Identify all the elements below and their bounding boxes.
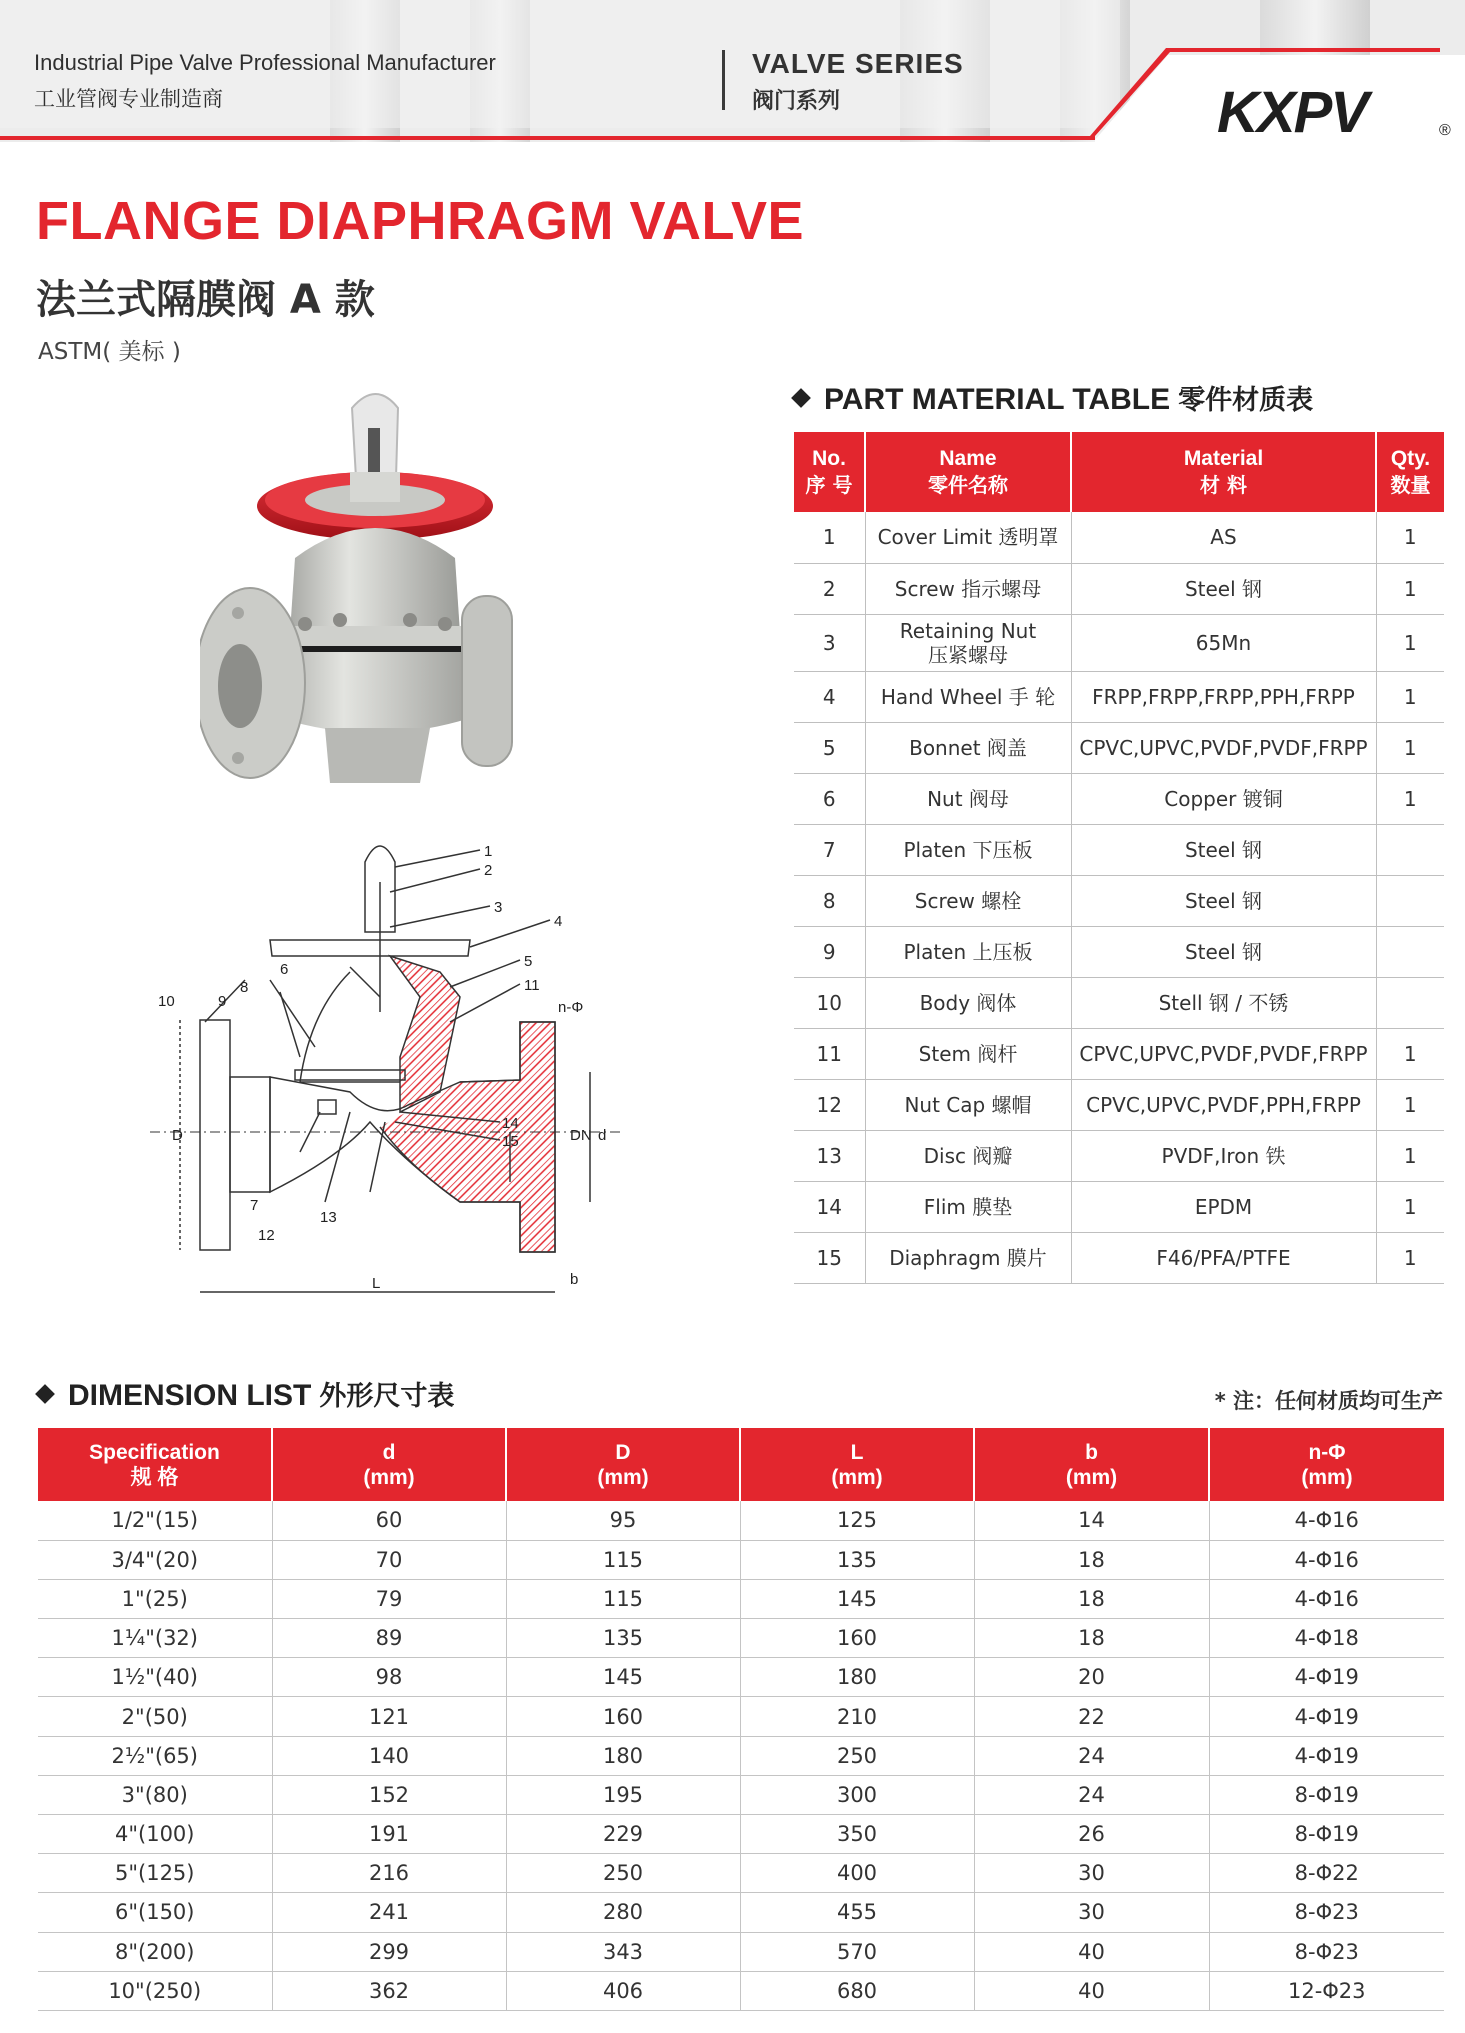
tagline-cn: 工业管阀专业制造商 <box>34 87 223 111</box>
dimension-d-cell: 121 <box>272 1697 506 1736</box>
part-material-cell: Steel 钢 <box>1071 563 1376 614</box>
dimension-D-cell: 195 <box>506 1775 740 1814</box>
page-subtitle-cn: 法兰式隔膜阀 A 款 <box>36 277 375 323</box>
table-row <box>794 824 1444 875</box>
dimension-d-cell: 140 <box>272 1736 506 1775</box>
dimension-L-cell: 160 <box>740 1619 974 1658</box>
part-no-cell: 5 <box>794 722 865 773</box>
dimension-d-cell: 362 <box>272 1971 506 2010</box>
dimension-n-phi-cell: 8-Φ22 <box>1209 1854 1444 1893</box>
part-table-heading <box>794 378 1313 417</box>
label-14: 14 <box>502 1115 519 1132</box>
dimension-b-cell: 40 <box>974 1971 1209 2010</box>
table-row <box>794 722 1444 773</box>
col-nphi-en: n-Φ <box>1308 1440 1346 1464</box>
dimension-n-phi-cell: 4-Φ18 <box>1209 1619 1444 1658</box>
part-no-cell: 6 <box>794 773 865 824</box>
part-no-cell: 2 <box>794 563 865 614</box>
part-material-table <box>794 432 1444 1284</box>
dimension-spec-cell: 3/4"(20) <box>38 1540 272 1579</box>
label-15: 15 <box>502 1133 519 1150</box>
dimension-D-cell: 343 <box>506 1932 740 1971</box>
dimension-d-cell: 241 <box>272 1893 506 1932</box>
dimension-spec-cell: 2"(50) <box>38 1697 272 1736</box>
dimension-L-cell: 135 <box>740 1540 974 1579</box>
label-d: d <box>598 1127 607 1144</box>
part-qty-cell: 1 <box>1376 1181 1444 1232</box>
dimension-n-phi-cell: 4-Φ16 <box>1209 1501 1444 1540</box>
col-qty-cn: 数量 <box>1390 473 1431 497</box>
dimension-d-cell: 60 <box>272 1501 506 1540</box>
part-name-cell: Hand Wheel 手 轮 <box>865 671 1071 722</box>
part-qty-cell <box>1376 824 1444 875</box>
part-table-header-row <box>794 432 1444 512</box>
dimension-spec-cell: 8"(200) <box>38 1932 272 1971</box>
col-header-spec <box>38 1428 272 1501</box>
dimension-L-cell: 125 <box>740 1501 974 1540</box>
dimension-n-phi-cell: 8-Φ23 <box>1209 1932 1444 1971</box>
dimension-d-cell: 79 <box>272 1579 506 1618</box>
part-qty-cell <box>1376 977 1444 1028</box>
table-row <box>794 875 1444 926</box>
dimension-L-cell: 400 <box>740 1854 974 1893</box>
dimension-D-cell: 229 <box>506 1815 740 1854</box>
part-name-cell: Platen 上压板 <box>865 926 1071 977</box>
col-spec-cn: 规 格 <box>130 1465 179 1489</box>
part-material-cell: Copper 镀铜 <box>1071 773 1376 824</box>
dimension-b-cell: 20 <box>974 1658 1209 1697</box>
part-qty-cell: 1 <box>1376 614 1444 671</box>
part-material-cell: FRPP,FRPP,FRPP,PPH,FRPP <box>1071 671 1376 722</box>
dimension-spec-cell: 1"(25) <box>38 1579 272 1618</box>
table-row <box>794 1232 1444 1283</box>
dimension-D-cell: 115 <box>506 1579 740 1618</box>
dimension-n-phi-cell: 4-Φ16 <box>1209 1579 1444 1618</box>
dimension-L-cell: 680 <box>740 1971 974 2010</box>
dimension-table-heading <box>38 1374 454 1413</box>
part-material-cell: Steel 钢 <box>1071 926 1376 977</box>
col-b-en: b <box>1085 1440 1098 1464</box>
table-row <box>794 1028 1444 1079</box>
dimension-b-cell: 40 <box>974 1932 1209 1971</box>
dimension-d-cell: 89 <box>272 1619 506 1658</box>
col-no-en: No. <box>812 447 846 470</box>
part-no-cell: 4 <box>794 671 865 722</box>
dimension-n-phi-cell: 4-Φ19 <box>1209 1736 1444 1775</box>
part-table-heading-en: PART MATERIAL TABLE <box>824 383 1171 416</box>
col-header-D <box>506 1428 740 1501</box>
col-L-en: L <box>850 1440 864 1464</box>
dimension-b-cell: 24 <box>974 1775 1209 1814</box>
col-material-en: Material <box>1183 447 1264 470</box>
logo-text: KXPV <box>1217 80 1367 142</box>
table-row <box>38 1815 1444 1854</box>
dimension-n-phi-cell: 4-Φ19 <box>1209 1658 1444 1697</box>
col-name-en: Name <box>939 447 997 470</box>
dimension-b-cell: 18 <box>974 1540 1209 1579</box>
dimension-heading-cn: 外形尺寸表 <box>319 1381 455 1412</box>
col-header-qty <box>1376 432 1444 512</box>
label-L: L <box>372 1275 381 1292</box>
part-material-cell: CPVC,UPVC,PVDF,PVDF,FRPP <box>1071 1028 1376 1079</box>
table-row <box>794 1130 1444 1181</box>
part-name-cell: Stem 阀杆 <box>865 1028 1071 1079</box>
part-name-cell: Screw 指示螺母 <box>865 563 1071 614</box>
col-spec-en: Specification <box>89 1440 220 1464</box>
part-no-cell: 3 <box>794 614 865 671</box>
dimension-n-phi-cell: 4-Φ19 <box>1209 1697 1444 1736</box>
dimension-spec-cell: 3"(80) <box>38 1775 272 1814</box>
dimension-b-cell: 18 <box>974 1579 1209 1618</box>
dimension-header-row <box>38 1428 1444 1501</box>
label-11: 11 <box>524 977 540 994</box>
table-row <box>794 614 1444 671</box>
col-qty-en: Qty. <box>1390 447 1431 470</box>
series-title-cn: 阀门系列 <box>752 89 841 114</box>
table-row <box>38 1619 1444 1658</box>
part-material-cell: Stell 钢 / 不锈 <box>1071 977 1376 1028</box>
table-row <box>38 1658 1444 1697</box>
part-no-cell: 11 <box>794 1028 865 1079</box>
dimension-d-cell: 152 <box>272 1775 506 1814</box>
part-qty-cell: 1 <box>1376 1232 1444 1283</box>
col-no-cn: 序 号 <box>805 473 853 497</box>
dimension-D-cell: 95 <box>506 1501 740 1540</box>
part-no-cell: 7 <box>794 824 865 875</box>
part-qty-cell: 1 <box>1376 1130 1444 1181</box>
table-row <box>38 1579 1444 1618</box>
dimension-D-cell: 250 <box>506 1854 740 1893</box>
label-6: 6 <box>280 961 289 978</box>
part-qty-cell: 1 <box>1376 722 1444 773</box>
logo-registered-mark: ® <box>1439 122 1451 139</box>
dimension-L-cell: 180 <box>740 1658 974 1697</box>
series-divider <box>722 50 725 110</box>
part-qty-cell: 1 <box>1376 1079 1444 1130</box>
col-b-unit: (mm) <box>1065 1465 1118 1489</box>
part-name-cell: Retaining Nut 压紧螺母 <box>865 614 1071 671</box>
dimension-n-phi-cell: 8-Φ19 <box>1209 1775 1444 1814</box>
part-no-cell: 13 <box>794 1130 865 1181</box>
dimension-spec-cell: 6"(150) <box>38 1893 272 1932</box>
standard-label: ASTM( 美标 ) <box>38 339 181 365</box>
dimension-d-cell: 98 <box>272 1658 506 1697</box>
table-row <box>794 512 1444 563</box>
dimension-spec-cell: 5"(125) <box>38 1854 272 1893</box>
part-name-cell: Nut 阀母 <box>865 773 1071 824</box>
dimension-spec-cell: 2½"(65) <box>38 1736 272 1775</box>
table-row <box>38 1775 1444 1814</box>
col-D-unit: (mm) <box>597 1465 649 1489</box>
part-material-cell: CPVC,UPVC,PVDF,PPH,FRPP <box>1071 1079 1376 1130</box>
table-row <box>38 1501 1444 1540</box>
label-2: 2 <box>484 862 493 879</box>
table-row <box>38 1932 1444 1971</box>
dimension-b-cell: 24 <box>974 1736 1209 1775</box>
table-row <box>38 1893 1444 1932</box>
part-qty-cell: 1 <box>1376 563 1444 614</box>
part-qty-cell: 1 <box>1376 773 1444 824</box>
table-row <box>794 773 1444 824</box>
col-header-no <box>794 432 865 512</box>
dimension-b-cell: 18 <box>974 1619 1209 1658</box>
table-row <box>38 1736 1444 1775</box>
valve-cross-section-drawing <box>150 822 620 1342</box>
dimension-d-cell: 299 <box>272 1932 506 1971</box>
label-13: 13 <box>320 1209 337 1226</box>
col-header-n-phi <box>1209 1428 1444 1501</box>
diamond-bullet-icon <box>35 1384 55 1404</box>
dimension-n-phi-cell: 8-Φ19 <box>1209 1815 1444 1854</box>
dimension-D-cell: 145 <box>506 1658 740 1697</box>
dimension-d-cell: 70 <box>272 1540 506 1579</box>
col-D-en: D <box>615 1440 631 1464</box>
part-name-cell: Nut Cap 螺帽 <box>865 1079 1071 1130</box>
part-no-cell: 15 <box>794 1232 865 1283</box>
label-DN: DN <box>570 1127 592 1144</box>
dimension-D-cell: 406 <box>506 1971 740 2010</box>
table-row <box>794 977 1444 1028</box>
dimension-D-cell: 135 <box>506 1619 740 1658</box>
part-qty-cell: 1 <box>1376 671 1444 722</box>
col-header-b <box>974 1428 1209 1501</box>
label-8: 8 <box>240 979 249 996</box>
dimension-heading-en: DIMENSION LIST <box>68 1379 312 1412</box>
table-row <box>38 1540 1444 1579</box>
dimension-L-cell: 300 <box>740 1775 974 1814</box>
production-note: * 注：任何材质均可生产 <box>1214 1389 1443 1413</box>
dimension-spec-cell: 4"(100) <box>38 1815 272 1854</box>
dimension-spec-cell: 10"(250) <box>38 1971 272 2010</box>
dimension-b-cell: 30 <box>974 1893 1209 1932</box>
dimension-n-phi-cell: 4-Φ16 <box>1209 1540 1444 1579</box>
part-qty-cell <box>1376 875 1444 926</box>
label-9: 9 <box>218 993 227 1010</box>
page-header <box>0 0 1465 142</box>
dimension-D-cell: 280 <box>506 1893 740 1932</box>
part-name-cell: Bonnet 阀盖 <box>865 722 1071 773</box>
table-row <box>38 1697 1444 1736</box>
dimension-spec-cell: 1½"(40) <box>38 1658 272 1697</box>
tagline-en: Industrial Pipe Valve Professional Manufacturer <box>34 50 496 75</box>
dimension-n-phi-cell: 8-Φ23 <box>1209 1893 1444 1932</box>
label-3: 3 <box>494 899 503 916</box>
part-name-cell: Flim 膜垫 <box>865 1181 1071 1232</box>
part-table-heading-cn: 零件材质表 <box>1178 385 1314 416</box>
label-D: D <box>172 1127 183 1144</box>
table-row <box>794 926 1444 977</box>
col-name-cn: 零件名称 <box>928 473 1008 497</box>
part-material-cell: CPVC,UPVC,PVDF,PVDF,FRPP <box>1071 722 1376 773</box>
table-row <box>794 1079 1444 1130</box>
valve-product-photo <box>200 388 560 838</box>
label-7: 7 <box>250 1197 259 1214</box>
part-name-cell: Body 阀体 <box>865 977 1071 1028</box>
label-b: b <box>570 1271 579 1288</box>
dimension-D-cell: 180 <box>506 1736 740 1775</box>
dimension-L-cell: 145 <box>740 1579 974 1618</box>
col-nphi-unit: (mm) <box>1301 1465 1353 1489</box>
label-1: 1 <box>484 843 493 860</box>
kxpv-logo <box>1215 80 1455 142</box>
part-material-cell: Steel 钢 <box>1071 875 1376 926</box>
dimension-D-cell: 115 <box>506 1540 740 1579</box>
col-material-cn: 材 料 <box>1200 473 1247 497</box>
part-qty-cell <box>1376 926 1444 977</box>
table-row <box>38 1854 1444 1893</box>
part-name-cell: Cover Limit 透明罩 <box>865 512 1071 563</box>
dimension-n-phi-cell: 12-Φ23 <box>1209 1971 1444 2010</box>
dimension-b-cell: 22 <box>974 1697 1209 1736</box>
col-d-unit: (mm) <box>363 1465 415 1489</box>
series-title-en: VALVE SERIES <box>752 48 964 79</box>
part-name-cell: Diaphragm 膜片 <box>865 1232 1071 1283</box>
dimension-b-cell: 14 <box>974 1501 1209 1540</box>
table-row <box>38 1971 1444 2010</box>
label-12: 12 <box>258 1227 275 1244</box>
dimension-L-cell: 570 <box>740 1932 974 1971</box>
part-qty-cell: 1 <box>1376 1028 1444 1079</box>
col-header-material <box>1071 432 1376 512</box>
part-material-cell: F46/PFA/PTFE <box>1071 1232 1376 1283</box>
part-material-cell: EPDM <box>1071 1181 1376 1232</box>
col-d-en: d <box>382 1440 396 1464</box>
part-no-cell: 8 <box>794 875 865 926</box>
part-name-cell: Disc 阀瓣 <box>865 1130 1071 1181</box>
label-n-phi: n-Φ <box>558 999 584 1016</box>
part-qty-cell: 1 <box>1376 512 1444 563</box>
dimension-b-cell: 26 <box>974 1815 1209 1854</box>
dimension-spec-cell: 1/2"(15) <box>38 1501 272 1540</box>
col-L-unit: (mm) <box>831 1465 883 1489</box>
label-5: 5 <box>524 953 533 970</box>
part-material-cell: PVDF,Iron 铁 <box>1071 1130 1376 1181</box>
table-row <box>794 671 1444 722</box>
part-no-cell: 1 <box>794 512 865 563</box>
dimension-L-cell: 210 <box>740 1697 974 1736</box>
part-material-cell: AS <box>1071 512 1376 563</box>
diamond-bullet-icon <box>791 388 811 408</box>
part-name-cell: Platen 下压板 <box>865 824 1071 875</box>
dimension-L-cell: 250 <box>740 1736 974 1775</box>
dimension-d-cell: 216 <box>272 1854 506 1893</box>
dimension-spec-cell: 1¼"(32) <box>38 1619 272 1658</box>
page-title: FLANGE DIAPHRAGM VALVE <box>36 191 805 251</box>
dimension-D-cell: 160 <box>506 1697 740 1736</box>
label-4: 4 <box>554 913 563 930</box>
part-no-cell: 10 <box>794 977 865 1028</box>
part-material-cell: 65Mn <box>1071 614 1376 671</box>
dimension-table <box>38 1428 1444 2011</box>
part-no-cell: 12 <box>794 1079 865 1130</box>
col-header-d <box>272 1428 506 1501</box>
dimension-b-cell: 30 <box>974 1854 1209 1893</box>
part-no-cell: 14 <box>794 1181 865 1232</box>
dimension-d-cell: 191 <box>272 1815 506 1854</box>
part-no-cell: 9 <box>794 926 865 977</box>
col-header-L <box>740 1428 974 1501</box>
dimension-L-cell: 350 <box>740 1815 974 1854</box>
table-row <box>794 563 1444 614</box>
col-header-name <box>865 432 1071 512</box>
part-material-cell: Steel 钢 <box>1071 824 1376 875</box>
label-10: 10 <box>158 993 175 1010</box>
dimension-L-cell: 455 <box>740 1893 974 1932</box>
table-row <box>794 1181 1444 1232</box>
part-name-cell: Screw 螺栓 <box>865 875 1071 926</box>
